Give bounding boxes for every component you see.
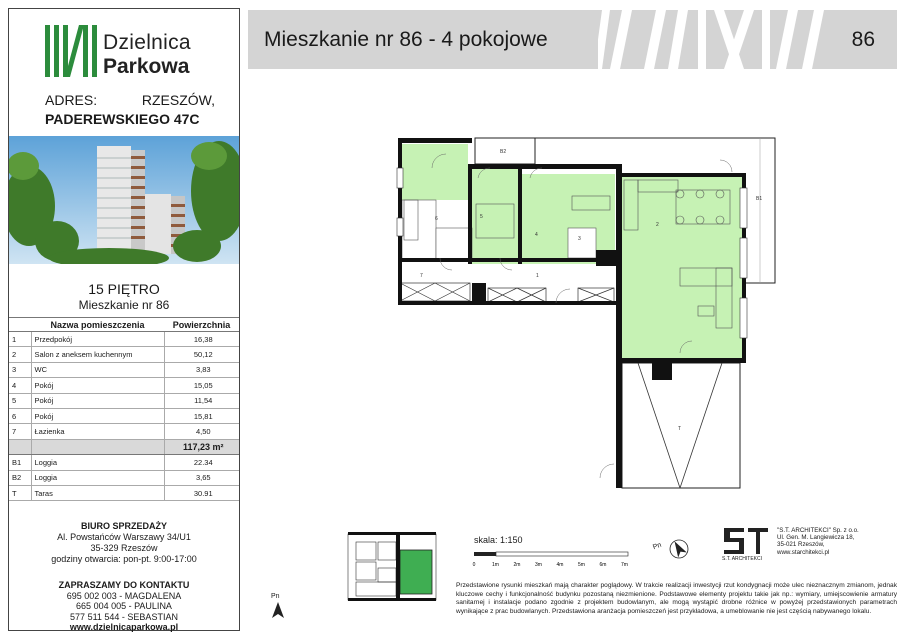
brand-logo (45, 21, 225, 81)
contact-phone: 695 002 003 - MAGDALENA (66, 590, 182, 601)
room-number: 7 (9, 424, 31, 439)
room-number: 6 (9, 408, 31, 423)
room-name: Łazienka (31, 424, 164, 439)
scale-tick-label: 1m (492, 562, 499, 568)
key-plan (342, 520, 442, 610)
info-panel (8, 8, 240, 631)
scale-tick-label: 5m (578, 562, 585, 568)
floor-plan (380, 128, 780, 498)
room-row (9, 332, 239, 347)
address-city: RZESZÓW, (141, 92, 215, 108)
decorative-stripes (598, 10, 828, 69)
contact-phone: 665 004 005 - PAULINA (76, 601, 172, 612)
website-link[interactable]: www.dzielnicaparkowa.pl (69, 622, 179, 633)
brand-name-line2: Parkowa (103, 55, 190, 78)
room-area: 3,83 (164, 362, 239, 377)
room-row (9, 470, 239, 485)
room-row (9, 347, 239, 362)
room-area: 4,50 (164, 424, 239, 439)
scale-tick-label: 3m (535, 562, 542, 568)
room-label: B1 (756, 196, 763, 202)
room-number: 3 (9, 362, 31, 377)
room-label: 7 (420, 273, 423, 279)
brand-name-line1: Dzielnica (103, 31, 191, 54)
room-row (9, 408, 239, 423)
apartment-subtitle: Mieszkanie nr 86 (78, 298, 170, 312)
room-number: T (9, 485, 31, 500)
room-number: B2 (9, 470, 31, 485)
room-row (9, 362, 239, 377)
room-name: Taras (31, 485, 164, 500)
architect-info (722, 524, 902, 564)
architect-city: 35-021 Rzeszów, (777, 541, 825, 549)
room-row (9, 393, 239, 408)
room-number: B1 (9, 455, 31, 470)
room-name: Pokój (31, 408, 164, 423)
room-row (9, 378, 239, 393)
building-photo (9, 136, 239, 264)
room-name: Przedpokój (31, 332, 164, 347)
room-name: Pokój (31, 393, 164, 408)
compass-icon (668, 538, 690, 560)
room-label: 1 (536, 273, 539, 279)
office-hours: godziny otwarcia: pon-pt. 9:00-17:00 (51, 554, 197, 564)
sales-office (9, 521, 239, 565)
scale-tick-label: 4m (556, 562, 564, 568)
room-row (9, 424, 239, 439)
north-label: Pn (652, 541, 663, 552)
total-area: 117,23 m² (164, 439, 239, 454)
scale-tick-label: 2m (513, 562, 521, 568)
architect-website[interactable]: www.starchitekci.pl (777, 548, 830, 556)
room-number: 4 (9, 378, 31, 393)
address-block (45, 91, 215, 129)
room-name: Salon z aneksem kuchennym (31, 347, 164, 362)
scale-label: skala: 1:150 (474, 535, 523, 545)
room-area: 22.34 (164, 455, 239, 470)
room-area: 3,65 (164, 470, 239, 485)
room-area: 50,12 (164, 347, 239, 362)
apartment-number: 86 (851, 28, 875, 51)
scale-tick-label: 7m (621, 562, 628, 568)
room-name: WC (31, 362, 164, 377)
room-number: 1 (9, 332, 31, 347)
total-row (9, 439, 239, 454)
col-area: Powierzchnia (164, 318, 239, 332)
architect-company: "S.T. ARCHITEKCI" Sp. z o.o. (777, 527, 859, 534)
office-address: Al. Powstańców Warszawy 34/U1 (57, 532, 191, 542)
col-room-name: Nazwa pomieszczenia (31, 318, 164, 332)
room-label: T (678, 426, 682, 432)
floor-title: 15 PIĘTRO (88, 281, 160, 297)
title-bar (248, 10, 897, 69)
rooms-table-header (9, 318, 239, 332)
north-arrow-icon (270, 602, 286, 618)
room-name: Pokój (31, 378, 164, 393)
office-heading: BIURO SPRZEDAŻY (80, 521, 167, 531)
address-street: PADEREWSKIEGO 47C (45, 111, 200, 127)
room-name: Loggia (31, 455, 164, 470)
room-number: 5 (9, 393, 31, 408)
room-area: 15,05 (164, 378, 239, 393)
north-label-keyplan: Pn (271, 593, 280, 600)
page-title: Mieszkanie nr 86 - 4 pokojowe (264, 28, 548, 51)
room-area: 11,54 (164, 393, 239, 408)
contact-block (9, 580, 239, 633)
room-number: 2 (9, 347, 31, 362)
architect-street: Ul. Gen. M. Langiewicza 18, (777, 534, 855, 542)
scale-tick-label: 6m (599, 562, 607, 568)
room-row (9, 485, 239, 500)
contact-phone: 577 511 544 - SEBASTIAN (70, 611, 178, 622)
address-label: ADRES: (45, 92, 98, 108)
scale-bar (470, 550, 630, 570)
room-area: 15,81 (164, 408, 239, 423)
room-label: 6 (435, 216, 438, 222)
disclaimer-text: Przedstawione rysunki mieszkań mają charakter poglądowy. W trakcie realizacji inwestycji rzut kondygnacji może ulec nieznacznym zmianom, jednak kluczowe cechy i funkcjonalność budynku pozostaną niezmienione. Podstawowe elementy projektu takie jak np.: wymiary, umiejscowienie armatury sanitarnej i instalacje podano zgodnie z projektem budowlanym, ale mogą wystąpić drobne różnice w powyżej przedstawionych parametrach wynikające z prac budowlanych. Przedstawiona aranżacja pomieszczeń jest przykładowa, a umeblowanie nie jest częścią nabywanego lokalu. (456, 582, 897, 615)
room-row (9, 455, 239, 470)
room-label: 5 (480, 214, 483, 220)
room-label: 4 (535, 232, 538, 238)
architect-short: S.T. ARCHITEKCI (722, 556, 763, 562)
room-area: 30.91 (164, 485, 239, 500)
room-name: Loggia (31, 470, 164, 485)
logo-icon (45, 25, 97, 77)
room-label: 2 (656, 222, 659, 228)
room-label: B2 (500, 149, 507, 155)
room-area: 16,38 (164, 332, 239, 347)
rooms-table (9, 317, 239, 501)
architect-logo-icon (722, 524, 770, 556)
contact-heading: ZAPRASZAMY DO KONTAKTU (58, 580, 190, 590)
scale-tick-label: 0 (472, 562, 476, 568)
office-city: 35-329 Rzeszów (90, 543, 158, 553)
room-label: 3 (578, 236, 581, 242)
